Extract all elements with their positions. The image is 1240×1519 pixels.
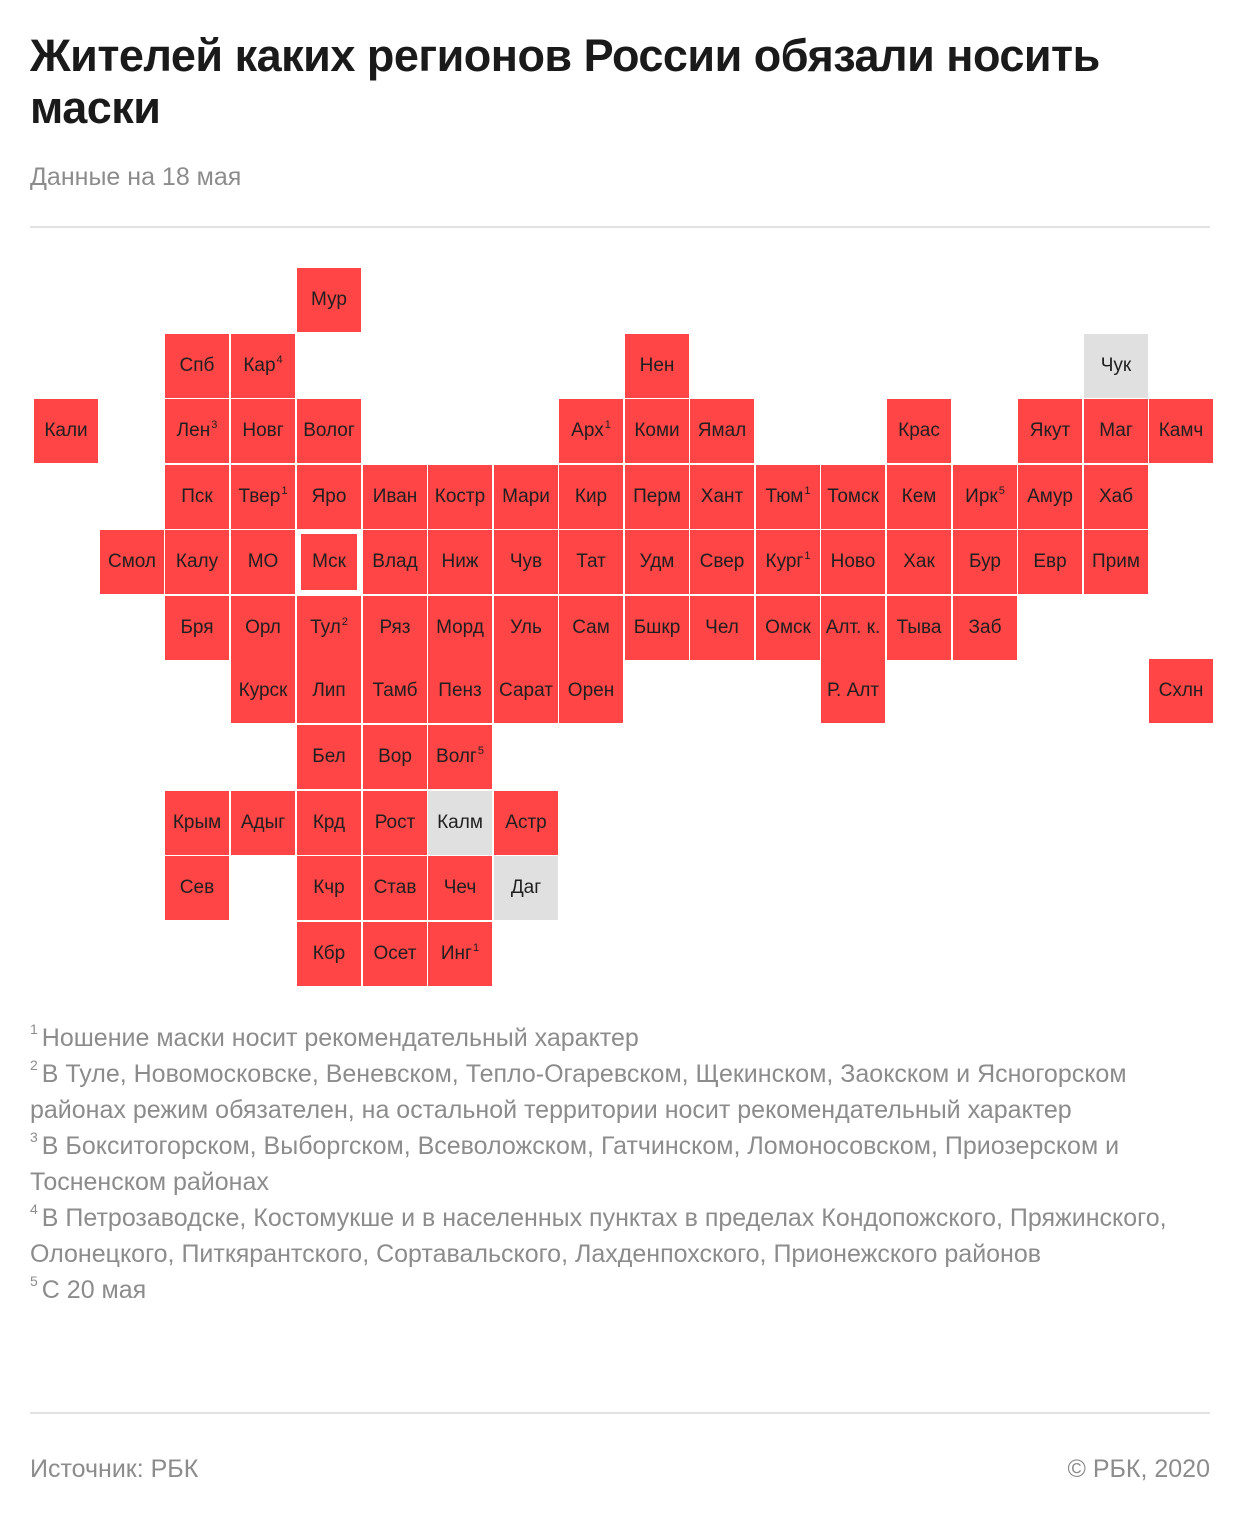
region-label: Астр xyxy=(505,812,547,833)
region-label: Уль xyxy=(510,617,542,638)
region-label: Сарат xyxy=(499,680,553,701)
region-tile-kalu xyxy=(165,530,229,594)
footnote-marker: 2 xyxy=(341,616,348,628)
footnote-4 xyxy=(30,1200,1210,1272)
region-label: Ниж xyxy=(441,551,479,572)
region-tile-tul xyxy=(297,596,361,660)
region-label: Бур xyxy=(969,551,1001,572)
footnote-3 xyxy=(30,1128,1210,1200)
region-tile-nizh xyxy=(428,530,492,594)
region-label: Ново xyxy=(830,551,876,572)
region-label: Омск xyxy=(765,617,811,638)
region-tile-tat xyxy=(559,530,623,594)
region-label: Морд xyxy=(436,617,484,638)
region-tile-astr xyxy=(494,791,558,855)
region-label: Тул$^2$ xyxy=(310,616,348,638)
region-tile-tamb xyxy=(363,659,427,723)
region-tile-ivan xyxy=(363,465,427,529)
region-tile-mag xyxy=(1084,399,1148,463)
region-label: Смол xyxy=(107,551,157,572)
region-label: Новг xyxy=(242,420,284,441)
region-tile-brya xyxy=(165,596,229,660)
region-tile-mo xyxy=(231,530,295,594)
region-tile-kbr xyxy=(297,922,361,986)
footnote-number: 5 xyxy=(30,1273,38,1289)
region-label: Яро xyxy=(311,486,347,507)
region-tile-amur xyxy=(1018,465,1082,529)
chart-subtitle: Данные на 18 мая xyxy=(30,163,242,191)
region-tile-tyum xyxy=(756,465,820,529)
footnote-number: 1 xyxy=(30,1021,38,1037)
region-tile-volog xyxy=(297,399,361,463)
region-tile-hak xyxy=(887,530,951,594)
source-label: Источник: РБК xyxy=(30,1455,199,1483)
region-tile-sarat xyxy=(494,659,558,723)
footnote-marker: 5 xyxy=(477,745,484,757)
region-tile-krd xyxy=(297,791,361,855)
region-label: Костр xyxy=(434,486,486,507)
region-label: Твер$^1$ xyxy=(238,485,288,507)
region-tile-smol xyxy=(100,530,164,594)
region-label: Ирк$^5$ xyxy=(965,485,1005,507)
region-tile-arh xyxy=(559,399,623,463)
region-label: Ямал xyxy=(697,420,747,441)
footnote-number: 2 xyxy=(30,1057,38,1073)
region-label: Осет xyxy=(373,943,417,964)
region-tile-chuk xyxy=(1084,334,1148,398)
region-tile-novg xyxy=(231,399,295,463)
region-tile-novo xyxy=(821,530,885,594)
region-label: Кург$^1$ xyxy=(765,550,811,572)
region-label: Тат xyxy=(576,551,606,572)
region-label: Р. Алт xyxy=(826,680,880,701)
region-tile-bshkr xyxy=(625,596,689,660)
region-tile-kostr xyxy=(428,465,492,529)
region-tile-zab xyxy=(953,596,1017,660)
region-tile-chuv xyxy=(494,530,558,594)
region-tile-r-alt xyxy=(821,659,885,723)
region-label: Тамб xyxy=(372,680,418,701)
region-tile-adyg xyxy=(231,791,295,855)
region-label: Якут xyxy=(1029,420,1071,441)
region-tile-dag xyxy=(494,856,558,920)
footnote-number: 3 xyxy=(30,1129,38,1145)
region-label: Волг$^5$ xyxy=(436,745,484,767)
region-label: Маг xyxy=(1099,420,1133,441)
region-tile-kchr xyxy=(297,856,361,920)
region-tile-ing xyxy=(428,922,492,986)
region-label: Орен xyxy=(567,680,615,701)
region-label: Прим xyxy=(1092,551,1140,572)
region-tile-kar xyxy=(231,334,295,398)
region-tile-sver xyxy=(690,530,754,594)
region-label: Чеч xyxy=(443,877,477,898)
region-tile-tver xyxy=(231,465,295,529)
region-label: Став xyxy=(373,877,417,898)
region-tile-tyva xyxy=(887,596,951,660)
region-tile-kalm xyxy=(428,791,492,855)
region-tile-bur xyxy=(953,530,1017,594)
region-label: Кир xyxy=(574,486,608,507)
region-tile-kamch xyxy=(1149,399,1213,463)
region-tile-len xyxy=(165,399,229,463)
footnote-marker: 4 xyxy=(276,354,283,366)
region-label: Алт. к. xyxy=(825,617,881,638)
region-tile-hab xyxy=(1084,465,1148,529)
region-tile-nen xyxy=(625,334,689,398)
region-label: Амур xyxy=(1027,486,1073,507)
region-tile-shln xyxy=(1149,659,1213,723)
region-label: Томск xyxy=(827,486,879,507)
region-label: Сев xyxy=(179,877,215,898)
region-label: Мур xyxy=(311,289,347,310)
region-tile-lip xyxy=(297,659,361,723)
region-label: Хак xyxy=(903,551,935,572)
region-label: Кем xyxy=(901,486,937,507)
region-label: Адыг xyxy=(240,812,286,833)
footnote-marker: 1 xyxy=(281,485,288,497)
region-label: Лен$^3$ xyxy=(176,419,218,441)
region-label: Орл xyxy=(245,617,281,638)
region-tile-yamal xyxy=(690,399,754,463)
region-label: Мари xyxy=(502,486,550,507)
region-label: Чел xyxy=(705,617,739,638)
region-label: Кбр xyxy=(312,943,346,964)
region-label: Вор xyxy=(378,746,412,767)
region-tile-stav xyxy=(363,856,427,920)
region-label: Калу xyxy=(175,551,219,572)
footnote-marker: 5 xyxy=(998,485,1005,497)
region-label: Крас xyxy=(898,420,940,441)
region-tile-kras xyxy=(887,399,951,463)
footnote-text: Ношение маски носит рекомендательный характер xyxy=(41,1024,639,1052)
region-label: Заб xyxy=(968,617,1002,638)
region-label: Ряз xyxy=(379,617,411,638)
region-tile-mord xyxy=(428,596,492,660)
region-tile-perm xyxy=(625,465,689,529)
region-label: Тыва xyxy=(896,617,942,638)
region-label: МО xyxy=(247,551,279,572)
region-tile-ul xyxy=(494,596,558,660)
footnote-text: В Туле, Новомосковске, Веневском, Тепло-Огаревском, Щекинском, Заокском и Ясногорском районах режим обязателен, на остальной территории носит рекомендательный характер xyxy=(30,1060,1127,1124)
region-tile-bel xyxy=(297,725,361,789)
region-tile-msk xyxy=(297,530,361,594)
region-label: Пск xyxy=(181,486,213,507)
region-label: Хаб xyxy=(1098,486,1134,507)
region-tile-oren xyxy=(559,659,623,723)
region-tile-rost xyxy=(363,791,427,855)
region-tile-sam xyxy=(559,596,623,660)
region-tile-tomsk xyxy=(821,465,885,529)
region-label: Рост xyxy=(374,812,416,833)
region-label: Кали xyxy=(44,420,88,441)
region-tile-spb xyxy=(165,334,229,398)
region-label: Крд xyxy=(312,812,346,833)
bottom-divider xyxy=(30,1412,1210,1414)
region-label: Бря xyxy=(180,617,214,638)
copyright-label: © РБК, 2020 xyxy=(1067,1455,1210,1483)
region-tile-prim xyxy=(1084,530,1148,594)
footnote-5 xyxy=(30,1272,1210,1308)
region-label: Кар$^4$ xyxy=(243,354,283,376)
region-tile-psk xyxy=(165,465,229,529)
region-label: Инг$^1$ xyxy=(440,942,480,964)
region-tile-kir xyxy=(559,465,623,529)
region-tile-kurg xyxy=(756,530,820,594)
region-tile-evr xyxy=(1018,530,1082,594)
region-tile-kali xyxy=(34,399,98,463)
region-label: Бел xyxy=(312,746,346,767)
region-label: Пенз xyxy=(438,680,482,701)
region-tile-kursk xyxy=(231,659,295,723)
footnote-text: С 20 мая xyxy=(41,1276,147,1304)
region-label: Кчр xyxy=(313,877,345,898)
region-label: Чук xyxy=(1100,355,1132,376)
region-label: Хант xyxy=(700,486,744,507)
region-label: Волог xyxy=(303,420,355,441)
region-label: Камч xyxy=(1158,420,1204,441)
region-label: Тюм$^1$ xyxy=(765,485,811,507)
region-label: Спб xyxy=(179,355,215,376)
region-tile-kem xyxy=(887,465,951,529)
region-label: Свер xyxy=(699,551,745,572)
region-label: Нен xyxy=(639,355,675,376)
footnote-1 xyxy=(30,1020,1210,1056)
region-label: Чув xyxy=(509,551,543,572)
region-label: Арх$^1$ xyxy=(571,419,611,441)
footnote-text: В Петрозаводске, Костомукше и в населенных пунктах в пределах Кондопожского, Пряжинского, Олонецкого, Питкярантского, Сортавальского, Лахденпохского, Прионежского районов xyxy=(30,1204,1167,1268)
region-tile-volg xyxy=(428,725,492,789)
region-tile-sev xyxy=(165,856,229,920)
footnote-marker: 1 xyxy=(804,485,811,497)
region-label: Курск xyxy=(238,680,288,701)
region-tile-hant xyxy=(690,465,754,529)
chart-title: Жителей каких регионов России обязали носить маски xyxy=(30,30,1100,133)
region-tile-yaro xyxy=(297,465,361,529)
region-tile-krym xyxy=(165,791,229,855)
region-label: Калм xyxy=(437,812,483,833)
footnote-marker: 1 xyxy=(472,942,480,954)
region-tile-omsk xyxy=(756,596,820,660)
region-label: Крым xyxy=(172,812,222,833)
footnote-text: В Бокситогорском, Выборгском, Всеволожском, Гатчинском, Ломоносовском, Приозерском и Тосненском районах xyxy=(30,1132,1120,1196)
region-tile-penz xyxy=(428,659,492,723)
region-tile-oset xyxy=(363,922,427,986)
region-label: Даг xyxy=(510,877,542,898)
region-tile-chel xyxy=(690,596,754,660)
region-tile-udm xyxy=(625,530,689,594)
region-tile-mur xyxy=(297,268,361,332)
region-tile-vor xyxy=(363,725,427,789)
region-tile-irk xyxy=(953,465,1017,529)
footnotes xyxy=(30,1020,1210,1308)
region-label: Влад xyxy=(372,551,418,572)
region-tile-alt-k xyxy=(821,596,885,660)
footnote-2 xyxy=(30,1056,1210,1128)
region-tile-orl xyxy=(231,596,295,660)
region-label: Иван xyxy=(372,486,418,507)
region-tile-chech xyxy=(428,856,492,920)
region-tile-yakut xyxy=(1018,399,1082,463)
region-label: Перм xyxy=(633,486,681,507)
footnote-marker: 1 xyxy=(804,550,811,562)
region-label: Схлн xyxy=(1158,680,1204,701)
region-label: Евр xyxy=(1033,551,1067,572)
region-label: Бшкр xyxy=(633,617,681,638)
region-label: Коми xyxy=(634,420,680,441)
region-label: Сам xyxy=(572,617,610,638)
region-tile-ryaz xyxy=(363,596,427,660)
region-label: Лип xyxy=(312,680,346,701)
footnote-number: 4 xyxy=(30,1201,38,1217)
footnote-marker: 1 xyxy=(604,419,611,431)
footnote-marker: 3 xyxy=(211,419,218,431)
region-tile-mari xyxy=(494,465,558,529)
region-tile-komi xyxy=(625,399,689,463)
region-label: Мск xyxy=(312,551,346,572)
region-tile-vlad xyxy=(363,530,427,594)
region-label: Удм xyxy=(639,551,675,572)
